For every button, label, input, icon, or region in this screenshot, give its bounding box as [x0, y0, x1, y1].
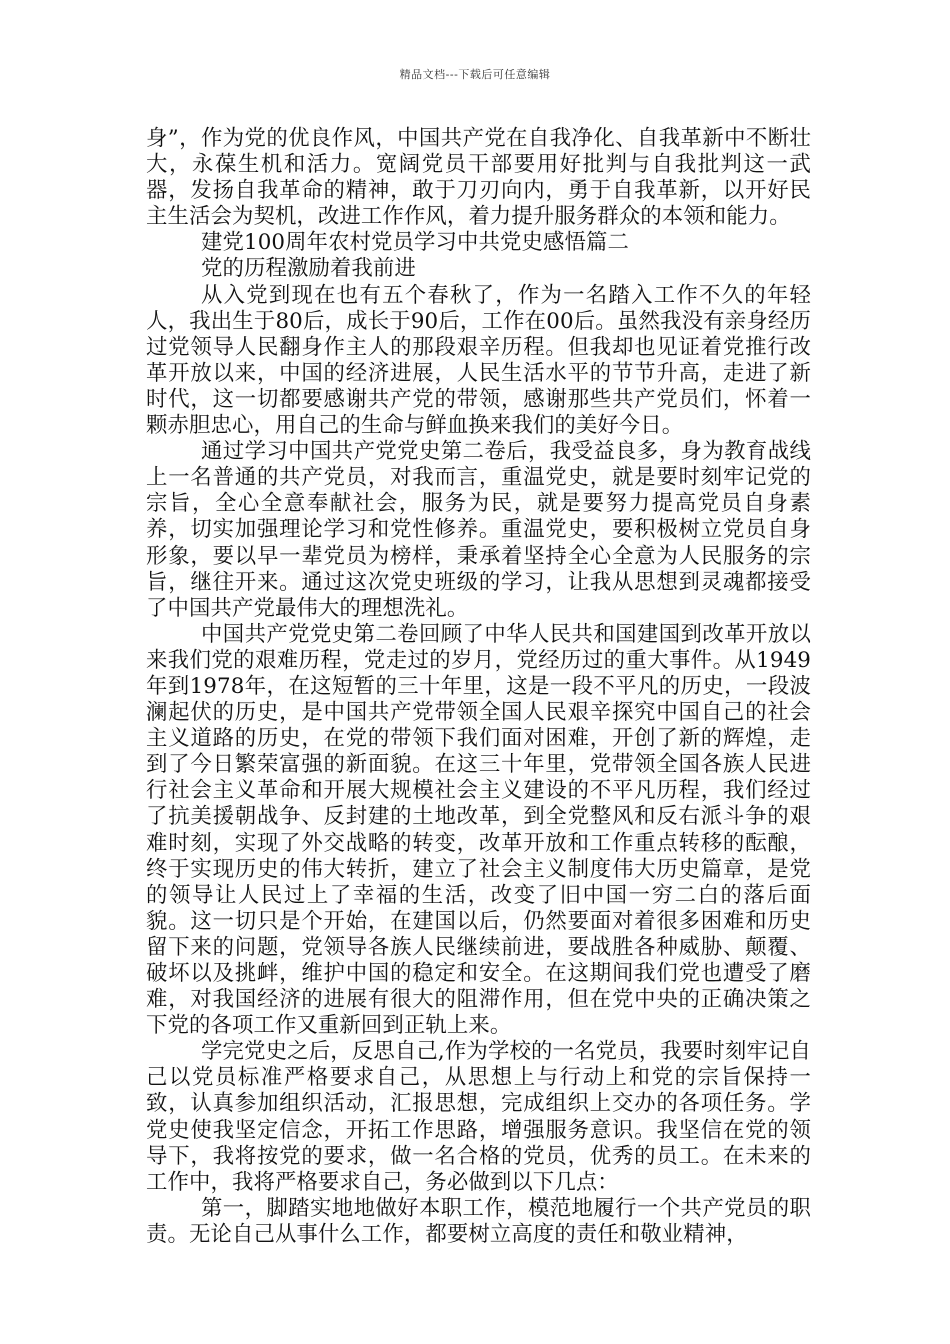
paragraph: 学完党史之后，反思自己,作为学校的一名党员，我要时刻牢记自己以党员标准严格要求自己，从思想上与行动上和党的宗旨保持一致，认真参加组织活动，汇报思想，完成组织上交办的各项任务。学党史使我坚定信念，开拓工作思路，增强服务意识。我坚信在党的领导下，我将按党的要求，做一名合格的党员，优秀的员工。在未来的工作中，我将严格要求自己，务必做到以下几点：	[146, 1039, 811, 1195]
paragraph: 通过学习中国共产党党史第二卷后，我受益良多，身为教育战线上一名普通的共产党员，对我而言，重温党史，就是要时刻牢记党的宗旨，全心全意奉献社会，服务为民，就是要努力提高党员自身素养，切实加强理论学习和党性修养。重温党史，要积极树立党员自身形象，要以早一辈党员为榜样，秉承着坚持全心全意为人民服务的宗旨，继往开来。通过这次党史班级的学习，让我从思想到灵魂都接受了中国共产党最伟大的理想洗礼。	[146, 439, 811, 621]
paragraph: 第一，脚踏实地地做好本职工作，模范地履行一个共产党员的职责。无论自己从事什么工作，都要树立高度的责任和敬业精神，	[146, 1195, 811, 1247]
paragraph: 中国共产党党史第二卷回顾了中华人民共和国建国到改革开放以来我们党的艰难历程，党走过的岁月，党经历过的重大事件。从1949年到1978年，在这短暂的三十年里，这是一段不平凡的历史，一段波澜起伏的历史，是中国共产党带领全国人民艰辛探究中国自己的社会主义道路的历史，在党的带领下我们面对困难，开创了新的辉煌，走到了今日繁荣富强的新面貌。在这三十年里，党带领全国各族人民进行社会主义革命和开展大规模社会主义建设的不平凡历程，我们经过了抗美援朝战争、反封建的土地改革，到全党整风和反右派斗争的艰难时刻，实现了外交战略的转变，改革开放和工作重点转移的酝酿，终于实现历史的伟大转折，建立了社会主义制度伟大历史篇章，是党的领导让人民过上了幸福的生活，改变了旧中国一穷二白的落后面貌。这一切只是个开始，在建国以后，仍然要面对着很多困难和历史留下来的问题，党领导各族人民继续前进，要战胜各种威胁、颠覆、破坏以及挑衅，维护中国的稳定和安全。在这期间我们党也遭受了磨难，对我国经济的进展有很大的阻滞作用，但在党中央的正确决策之下党的各项工作又重新回到正轨上来。	[146, 621, 811, 1039]
section-title: 建党100周年农村党员学习中共党史感悟篇二	[201, 230, 629, 256]
paragraph: 从入党到现在也有五个春秋了，作为一名踏入工作不久的年轻人，我出生于80后，成长于90后，工作在00后。虽然我没有亲身经历过党领导人民翻身作主人的那段艰辛历程。但我却也见证着党推行改革开放以来，中国的经济进展，人民生活水平的节节升高，走进了新时代，这一切都要感谢共产党的带领，感谢那些共产党员们，怀着一颗赤胆忠心，用自己的生命与鲜血换来我们的美好今日。	[146, 282, 811, 439]
page-header: 精品文档---下载后可任意编辑	[399, 68, 551, 81]
document-body	[146, 126, 811, 1248]
section-subtitle: 党的历程激励着我前进	[201, 256, 416, 282]
paragraph-continuation: 身”，作为党的优良作风，中国共产党在自我净化、自我革新中不断壮大，永葆生机和活力。宽阔党员干部要用好批判与自我批判这一武器，发扬自我革命的精神，敢于刀刃向内，勇于自我革新，以开好民主生活会为契机，改进工作作风，着力提升服务群众的本领和能力。	[146, 126, 811, 230]
